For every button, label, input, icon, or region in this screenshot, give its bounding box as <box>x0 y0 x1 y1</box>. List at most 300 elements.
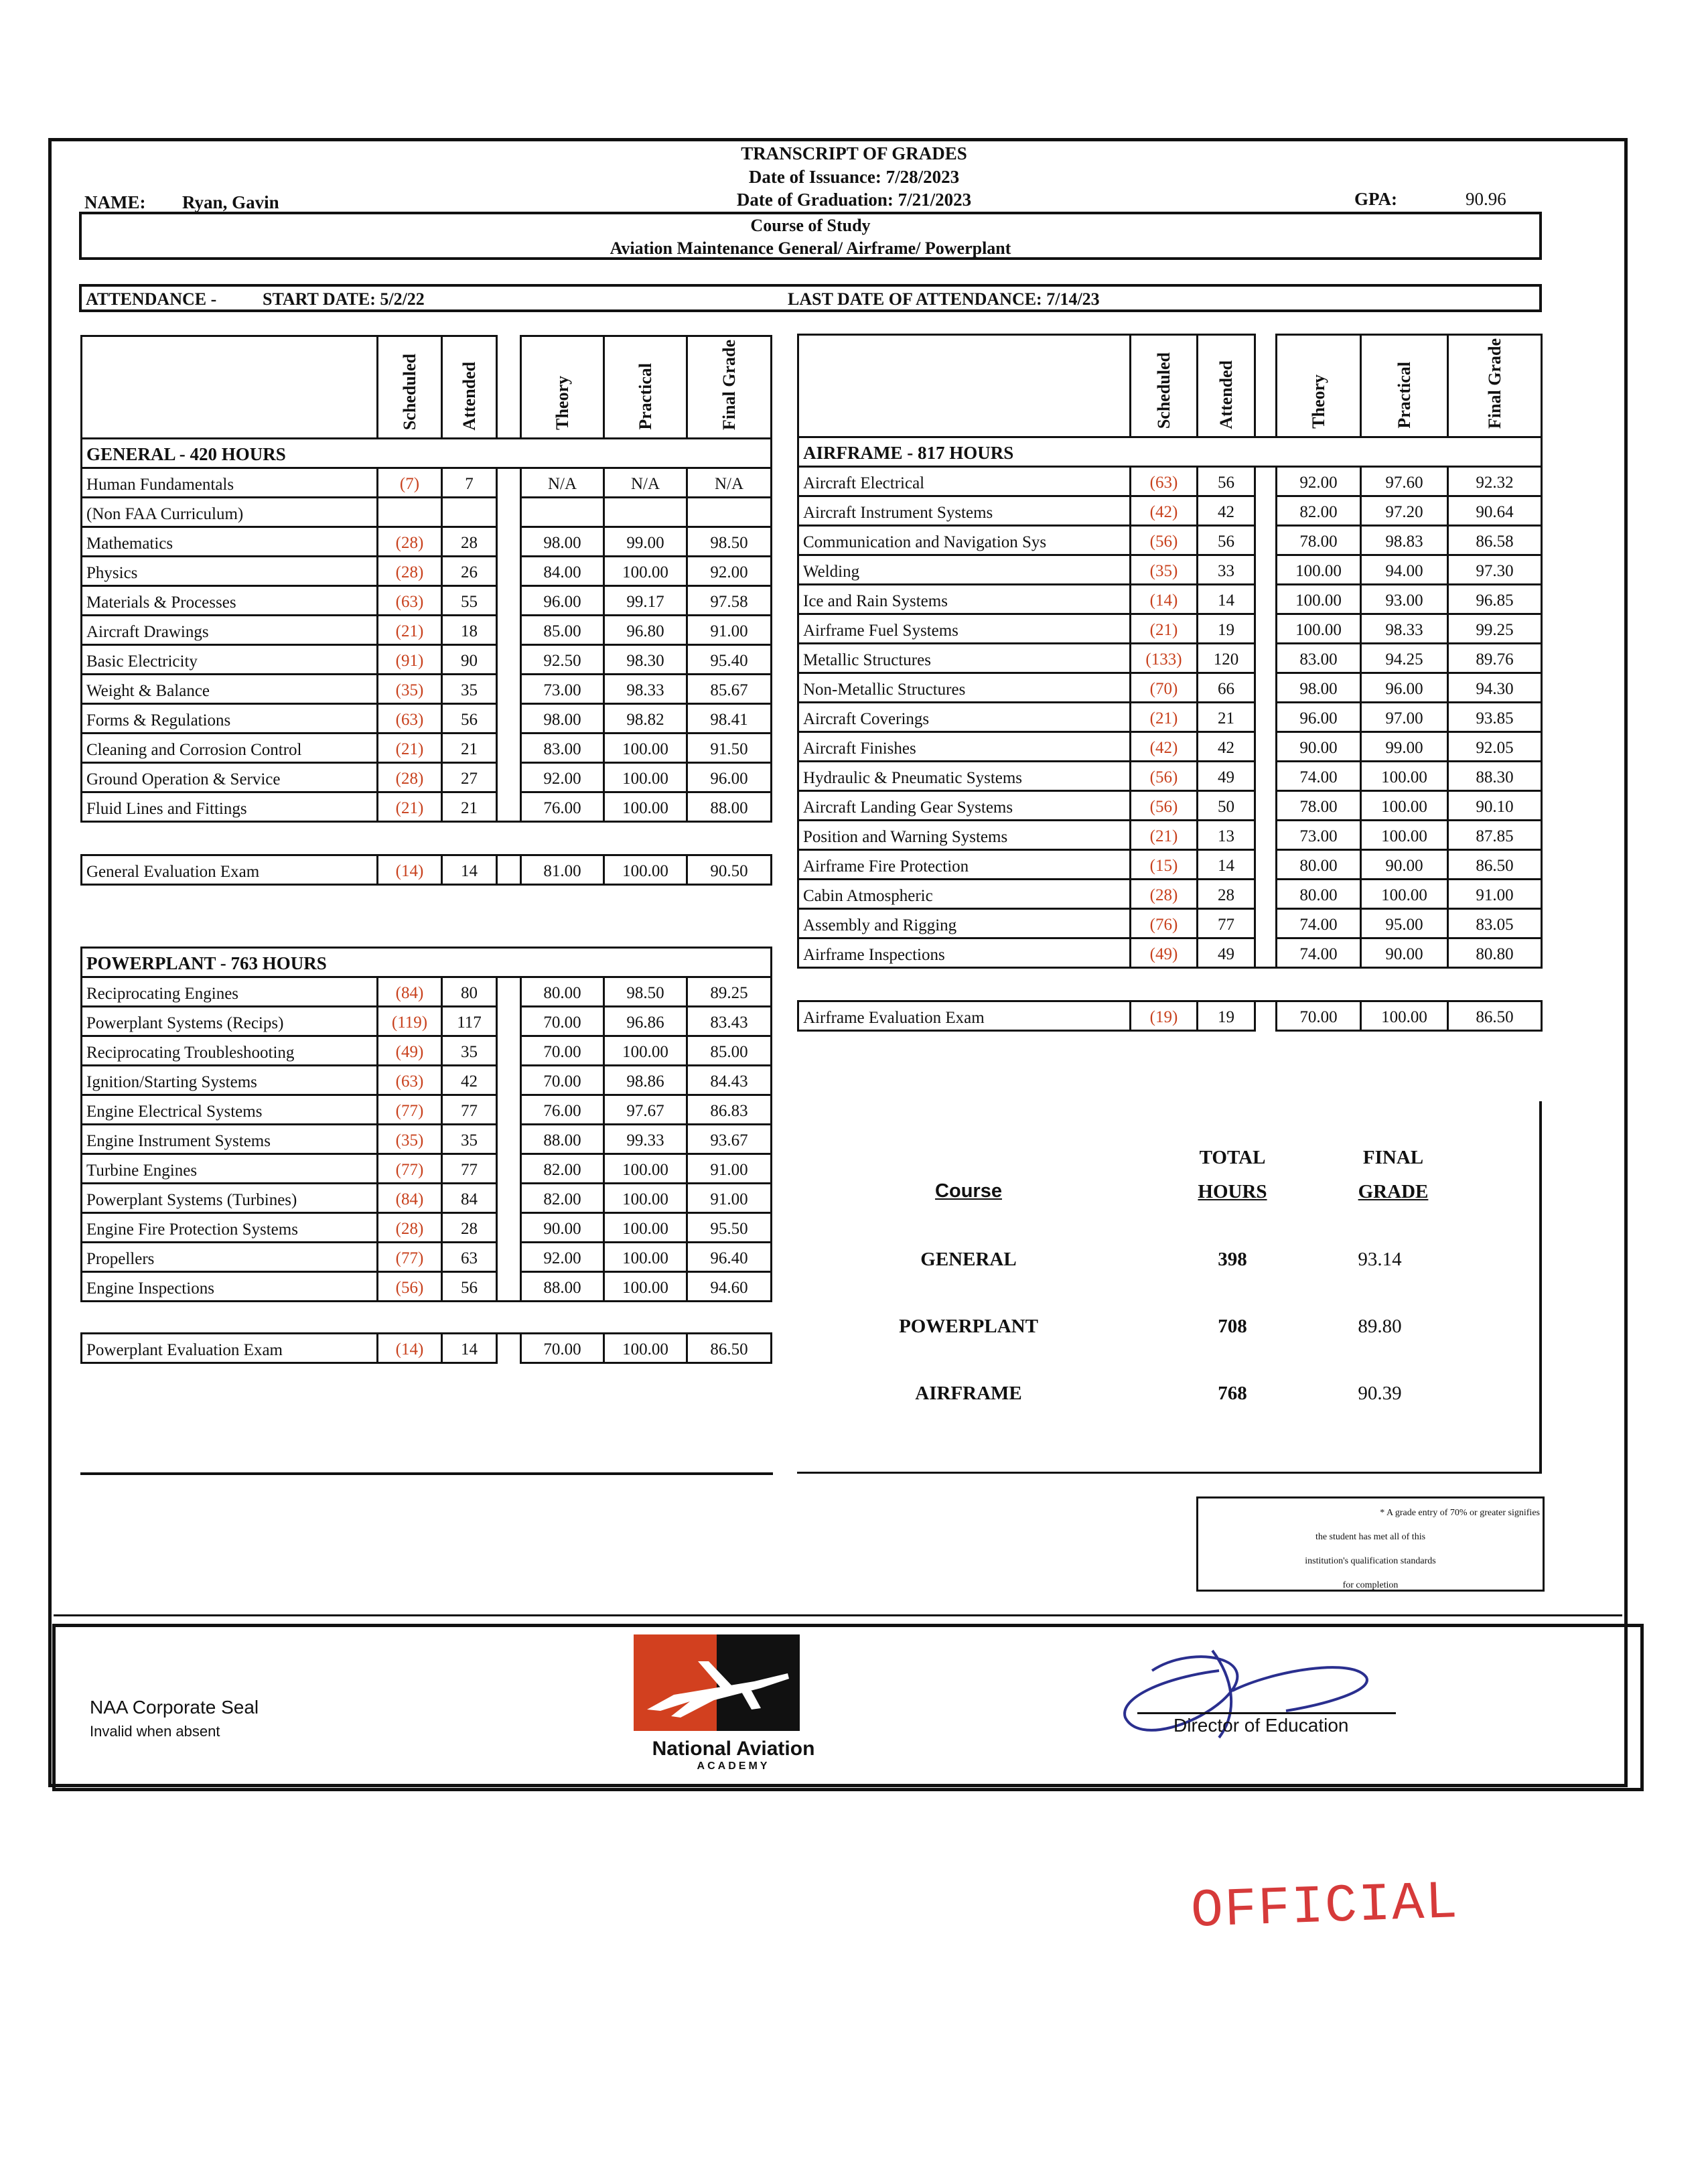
scheduled-hours: (70) <box>1131 673 1198 703</box>
attended-hours: 35 <box>442 1125 497 1154</box>
course-name: Powerplant Systems (Turbines) <box>82 1184 378 1213</box>
practical-grade: 98.83 <box>1361 526 1448 555</box>
academy-logo-subtitle: ACADEMY <box>697 1760 770 1772</box>
powerplant-row <box>82 1007 772 1036</box>
note-line-2: the student has met all of this <box>1315 1532 1426 1542</box>
airframe-row <box>798 821 1542 850</box>
attended-hours <box>442 498 497 527</box>
attended-hours: 28 <box>442 1213 497 1243</box>
left-gap <box>82 885 772 948</box>
final-grade: 92.05 <box>1448 732 1542 762</box>
right-header-blank <box>798 335 1131 437</box>
airframe-row <box>798 703 1542 732</box>
right-col-final-grade <box>1448 335 1542 437</box>
course-name: Aircraft Drawings <box>82 616 378 645</box>
airframe-row <box>798 555 1542 585</box>
airframe-section-header <box>798 437 1542 467</box>
final-grade: 89.25 <box>687 977 772 1007</box>
course-name: Communication and Navigation Sys <box>798 526 1131 555</box>
practical-grade: 100.00 <box>604 792 687 822</box>
gpa-value: 90.96 <box>1466 189 1506 209</box>
final-grade: 98.50 <box>687 527 772 557</box>
powerplant-spacer <box>82 1302 772 1334</box>
final-grade: 94.60 <box>687 1272 772 1302</box>
practical-grade: 100.00 <box>604 1272 687 1302</box>
airframe-row <box>798 791 1542 821</box>
final-grade: 94.30 <box>1448 673 1542 703</box>
right-col-final-grade-label: Final Grade <box>1484 338 1504 429</box>
practical-grade: 98.33 <box>604 675 687 704</box>
right-col-theory <box>1277 335 1361 437</box>
column-gap <box>1255 909 1277 938</box>
final-grade: 96.00 <box>687 763 772 792</box>
theory-grade: 92.50 <box>521 645 604 675</box>
scheduled-hours: (77) <box>378 1243 442 1272</box>
scheduled-hours: (35) <box>378 1125 442 1154</box>
attended-hours: 21 <box>442 792 497 822</box>
practical-grade: 96.80 <box>604 616 687 645</box>
final-grade: 86.50 <box>1448 850 1542 880</box>
final-grade: 93.85 <box>1448 703 1542 732</box>
course-name: Basic Electricity <box>82 645 378 675</box>
practical-grade: 99.00 <box>1361 732 1448 762</box>
summary-total-header-line2: HOURS <box>1198 1181 1267 1202</box>
course-name: Turbine Engines <box>82 1154 378 1184</box>
signature-label: Director of Education <box>1173 1715 1349 1736</box>
theory-grade: 96.00 <box>1277 703 1361 732</box>
note-line-3: institution's qualification standards <box>1305 1556 1436 1566</box>
theory-grade: 98.00 <box>1277 673 1361 703</box>
issuance-date: Date of Issuance: 7/28/2023 <box>748 167 960 187</box>
column-gap <box>497 1066 521 1095</box>
theory-grade: 70.00 <box>521 1036 604 1066</box>
official-stamp: OFFICIAL <box>1190 1872 1460 1943</box>
scheduled-hours: (7) <box>378 468 442 498</box>
airframe-row <box>798 880 1542 909</box>
scheduled-hours: (28) <box>378 763 442 792</box>
final-grade: 96.85 <box>1448 585 1542 614</box>
course-name: Assembly and Rigging <box>798 909 1131 938</box>
column-gap <box>1255 467 1277 496</box>
left-col-theory-label: Theory <box>552 376 572 431</box>
final-grade: 98.41 <box>687 704 772 734</box>
column-gap <box>497 1095 521 1125</box>
course-name: Weight & Balance <box>82 675 378 704</box>
course-name: Reciprocating Troubleshooting <box>82 1036 378 1066</box>
scheduled-hours: (28) <box>378 557 442 586</box>
column-gap <box>1255 644 1277 673</box>
powerplant-row <box>82 1213 772 1243</box>
final-grade: 84.43 <box>687 1066 772 1095</box>
document-title: TRANSCRIPT OF GRADES <box>741 143 967 163</box>
scheduled-hours: (49) <box>1131 938 1198 968</box>
attendance-box <box>79 284 1542 312</box>
academy-logo-icon <box>634 1634 800 1731</box>
summary-course-header: Course <box>935 1180 1002 1202</box>
final-grade: 91.00 <box>1448 880 1542 909</box>
right-col-practical <box>1361 335 1448 437</box>
theory-grade: 84.00 <box>521 557 604 586</box>
course-name: Engine Fire Protection Systems <box>82 1213 378 1243</box>
course-name: Ignition/Starting Systems <box>82 1066 378 1095</box>
attended-hours: 56 <box>442 704 497 734</box>
scheduled-hours: (119) <box>378 1007 442 1036</box>
left-header-row <box>82 336 772 439</box>
theory-grade: 83.00 <box>521 734 604 763</box>
column-gap <box>1255 821 1277 850</box>
scheduled-hours: (77) <box>378 1095 442 1125</box>
scheduled-hours: (42) <box>1131 496 1198 526</box>
attended-hours: 26 <box>442 557 497 586</box>
final-grade: 93.67 <box>687 1125 772 1154</box>
attended-hours: 49 <box>1198 938 1255 968</box>
theory-grade: 82.00 <box>1277 496 1361 526</box>
scheduled-hours: (84) <box>378 977 442 1007</box>
scheduled-hours: (84) <box>378 1184 442 1213</box>
course-name: Aircraft Finishes <box>798 732 1131 762</box>
left-header-blank <box>82 336 378 439</box>
general-row <box>82 734 772 763</box>
theory-grade: 88.00 <box>521 1125 604 1154</box>
attended-hours: 77 <box>442 1095 497 1125</box>
practical-grade: 90.00 <box>1361 938 1448 968</box>
column-gap <box>497 763 521 792</box>
theory-grade: 82.00 <box>521 1154 604 1184</box>
airframe-section-header-title: AIRFRAME - 817 HOURS <box>798 437 1542 467</box>
final-grade: 96.40 <box>687 1243 772 1272</box>
course-name: Aircraft Landing Gear Systems <box>798 791 1131 821</box>
column-gap <box>497 855 521 885</box>
airframe-exam-row <box>798 1001 1542 1031</box>
theory-grade: 100.00 <box>1277 614 1361 644</box>
airframe-row <box>798 850 1542 880</box>
course-name: Powerplant Systems (Recips) <box>82 1007 378 1036</box>
final-grade: 86.50 <box>687 1334 772 1363</box>
theory-grade: 80.00 <box>1277 850 1361 880</box>
course-name: Welding <box>798 555 1131 585</box>
general-row <box>82 557 772 586</box>
scheduled-hours: (63) <box>378 586 442 616</box>
column-gap <box>497 675 521 704</box>
scheduled-hours: (19) <box>1131 1001 1198 1031</box>
theory-grade: 78.00 <box>1277 526 1361 555</box>
practical-grade: 93.00 <box>1361 585 1448 614</box>
practical-grade: 95.00 <box>1361 909 1448 938</box>
left-col-attended <box>442 336 497 439</box>
final-grade: 88.00 <box>687 792 772 822</box>
scheduled-hours <box>378 498 442 527</box>
scheduled-hours: (56) <box>1131 791 1198 821</box>
course-name: Cabin Atmospheric <box>798 880 1131 909</box>
practical-grade: 98.82 <box>604 704 687 734</box>
theory-grade: 96.00 <box>521 586 604 616</box>
attended-hours: 27 <box>442 763 497 792</box>
scheduled-hours: (21) <box>378 792 442 822</box>
general-row <box>82 616 772 645</box>
academy-logo-name: National Aviation <box>652 1738 815 1760</box>
theory-grade: 70.00 <box>1277 1001 1361 1031</box>
column-gap <box>1255 850 1277 880</box>
theory-grade: 73.00 <box>521 675 604 704</box>
final-grade: 86.50 <box>1448 1001 1542 1031</box>
column-gap <box>1255 614 1277 644</box>
final-grade: 87.85 <box>1448 821 1542 850</box>
practical-grade: 100.00 <box>604 1036 687 1066</box>
column-gap <box>497 527 521 557</box>
powerplant-row <box>82 1095 772 1125</box>
final-grade: 99.25 <box>1448 614 1542 644</box>
course-name: Reciprocating Engines <box>82 977 378 1007</box>
theory-grade: 74.00 <box>1277 762 1361 791</box>
theory-grade: 100.00 <box>1277 555 1361 585</box>
attended-hours: 21 <box>442 734 497 763</box>
column-gap <box>497 1036 521 1066</box>
attendance-label: ATTENDANCE - <box>86 289 217 309</box>
theory-grade: 88.00 <box>521 1272 604 1302</box>
final-grade: 91.00 <box>687 1154 772 1184</box>
course-name: Airframe Evaluation Exam <box>798 1001 1131 1031</box>
summary-final-grade: 90.39 <box>1358 1383 1402 1404</box>
left-col-theory <box>521 336 604 439</box>
airframe-row <box>798 644 1542 673</box>
theory-grade: 73.00 <box>1277 821 1361 850</box>
practical-grade: 94.00 <box>1361 555 1448 585</box>
general-row <box>82 675 772 704</box>
practical-grade: 99.00 <box>604 527 687 557</box>
theory-grade: 70.00 <box>521 1334 604 1363</box>
left-col-gap <box>497 336 521 439</box>
column-gap <box>497 1213 521 1243</box>
practical-grade: 98.50 <box>604 977 687 1007</box>
column-gap <box>497 734 521 763</box>
summary-course-name: AIRFRAME <box>915 1383 1022 1404</box>
airframe-row <box>798 496 1542 526</box>
summary-final-header-line1: FINAL <box>1362 1147 1424 1168</box>
practical-grade: 99.17 <box>604 586 687 616</box>
airframe-spacer <box>798 968 1542 1001</box>
powerplant-row <box>82 1184 772 1213</box>
attended-hours: 56 <box>442 1272 497 1302</box>
course-name: Ground Operation & Service <box>82 763 378 792</box>
final-grade: 95.40 <box>687 645 772 675</box>
airframe-row <box>798 585 1542 614</box>
right-col-gap <box>1255 335 1277 437</box>
airframe-spacer-cell <box>798 968 1542 1001</box>
summary-total-header <box>1165 1147 1299 1203</box>
general-spacer <box>82 822 772 855</box>
column-gap <box>1255 585 1277 614</box>
column-gap <box>1255 762 1277 791</box>
final-grade: 97.58 <box>687 586 772 616</box>
theory-grade: 76.00 <box>521 1095 604 1125</box>
left-bottom-rule <box>80 1472 773 1475</box>
attended-hours: 120 <box>1198 644 1255 673</box>
gpa-label: GPA: <box>1354 189 1397 209</box>
practical-grade: 100.00 <box>604 855 687 885</box>
column-gap <box>497 1125 521 1154</box>
attended-hours: 19 <box>1198 1001 1255 1031</box>
scheduled-hours: (35) <box>1131 555 1198 585</box>
course-name: Materials & Processes <box>82 586 378 616</box>
signature-line <box>1137 1712 1396 1714</box>
powerplant-row <box>82 977 772 1007</box>
course-name: Cleaning and Corrosion Control <box>82 734 378 763</box>
attended-hours: 117 <box>442 1007 497 1036</box>
column-gap <box>497 792 521 822</box>
column-gap <box>497 1272 521 1302</box>
course-name: Fluid Lines and Fittings <box>82 792 378 822</box>
course-name: Aircraft Coverings <box>798 703 1131 732</box>
summary-total-header-line1: TOTAL <box>1199 1147 1266 1168</box>
scheduled-hours: (63) <box>1131 467 1198 496</box>
attended-hours: 7 <box>442 468 497 498</box>
course-name: Engine Inspections <box>82 1272 378 1302</box>
final-grade <box>687 498 772 527</box>
theory-grade: 98.00 <box>521 527 604 557</box>
general-row <box>82 645 772 675</box>
powerplant-row <box>82 1154 772 1184</box>
column-gap <box>1255 732 1277 762</box>
general-row <box>82 586 772 616</box>
attended-hours: 35 <box>442 1036 497 1066</box>
left-gap-cell <box>82 885 772 948</box>
airframe-row <box>798 732 1542 762</box>
summary-total-hours: 398 <box>1218 1249 1247 1270</box>
general-exam-row <box>82 855 772 885</box>
practical-grade: 97.60 <box>1361 467 1448 496</box>
scheduled-hours: (21) <box>378 616 442 645</box>
powerplant-spacer-cell <box>82 1302 772 1334</box>
course-name: Non-Metallic Structures <box>798 673 1131 703</box>
column-gap <box>497 616 521 645</box>
course-name: Aircraft Electrical <box>798 467 1131 496</box>
scheduled-hours: (14) <box>378 1334 442 1363</box>
general-row <box>82 468 772 498</box>
column-gap <box>497 498 521 527</box>
course-name: Human Fundamentals <box>82 468 378 498</box>
final-grade: 88.30 <box>1448 762 1542 791</box>
theory-grade: 83.00 <box>1277 644 1361 673</box>
final-grade: 91.00 <box>687 1184 772 1213</box>
airframe-row <box>798 467 1542 496</box>
practical-grade: 97.67 <box>604 1095 687 1125</box>
left-col-final-grade-label: Final Grade <box>719 340 739 431</box>
practical-grade: 100.00 <box>1361 791 1448 821</box>
attended-hours: 14 <box>442 855 497 885</box>
attended-hours: 56 <box>1198 526 1255 555</box>
theory-grade: 92.00 <box>1277 467 1361 496</box>
column-gap <box>1255 673 1277 703</box>
summary-course-name: GENERAL <box>920 1249 1017 1270</box>
attended-hours: 56 <box>1198 467 1255 496</box>
practical-grade: 97.00 <box>1361 703 1448 732</box>
course-name: Airframe Fuel Systems <box>798 614 1131 644</box>
scheduled-hours: (15) <box>1131 850 1198 880</box>
left-col-practical <box>604 336 687 439</box>
practical-grade: 100.00 <box>1361 762 1448 791</box>
summary-final-header-line2: GRADE <box>1358 1181 1429 1202</box>
attended-hours: 66 <box>1198 673 1255 703</box>
attended-hours: 18 <box>442 616 497 645</box>
theory-grade: 85.00 <box>521 616 604 645</box>
course-name: Forms & Regulations <box>82 704 378 734</box>
attended-hours: 21 <box>1198 703 1255 732</box>
theory-grade: 90.00 <box>1277 732 1361 762</box>
student-name: Ryan, Gavin <box>182 192 279 212</box>
powerplant-section-header <box>82 948 772 977</box>
column-gap <box>497 586 521 616</box>
theory-grade: 74.00 <box>1277 909 1361 938</box>
scheduled-hours: (133) <box>1131 644 1198 673</box>
column-gap <box>1255 1001 1277 1031</box>
scheduled-hours: (76) <box>1131 909 1198 938</box>
attended-hours: 90 <box>442 645 497 675</box>
final-grade: 90.50 <box>687 855 772 885</box>
practical-grade: 98.30 <box>604 645 687 675</box>
theory-grade: 81.00 <box>521 855 604 885</box>
practical-grade: 96.86 <box>604 1007 687 1036</box>
theory-grade: 80.00 <box>521 977 604 1007</box>
practical-grade: N/A <box>604 468 687 498</box>
seal-subtitle: Invalid when absent <box>90 1723 220 1740</box>
practical-grade: 96.00 <box>1361 673 1448 703</box>
theory-grade: 74.00 <box>1277 938 1361 968</box>
column-gap <box>1255 880 1277 909</box>
attended-hours: 63 <box>442 1243 497 1272</box>
attended-hours: 28 <box>1198 880 1255 909</box>
summary-final-grade: 89.80 <box>1358 1316 1402 1337</box>
summary-course-name: POWERPLANT <box>899 1316 1038 1337</box>
right-col-theory-label: Theory <box>1308 374 1328 429</box>
attended-hours: 28 <box>442 527 497 557</box>
course-of-study-box <box>79 212 1542 260</box>
final-grade: 85.00 <box>687 1036 772 1066</box>
course-of-study-value: Aviation Maintenance General/ Airframe/ Powerplant <box>610 238 1011 258</box>
scheduled-hours: (42) <box>1131 732 1198 762</box>
attended-hours: 50 <box>1198 791 1255 821</box>
attended-hours: 35 <box>442 675 497 704</box>
final-grade: 91.50 <box>687 734 772 763</box>
theory-grade: 70.00 <box>521 1066 604 1095</box>
left-col-practical-label: Practical <box>635 363 655 431</box>
attended-hours: 55 <box>442 586 497 616</box>
scheduled-hours: (21) <box>378 734 442 763</box>
right-header-row <box>798 335 1542 437</box>
attended-hours: 14 <box>442 1334 497 1363</box>
course-name: Hydraulic & Pneumatic Systems <box>798 762 1131 791</box>
summary-final-header <box>1326 1147 1460 1203</box>
practical-grade: 100.00 <box>604 1213 687 1243</box>
summary-total-hours: 768 <box>1218 1383 1247 1404</box>
column-gap <box>497 1154 521 1184</box>
attended-hours: 77 <box>442 1154 497 1184</box>
scheduled-hours: (21) <box>1131 703 1198 732</box>
theory-grade: 78.00 <box>1277 791 1361 821</box>
name-label: NAME: <box>84 192 146 212</box>
powerplant-row <box>82 1036 772 1066</box>
theory-grade: 92.00 <box>521 763 604 792</box>
graduation-date: Date of Graduation: 7/21/2023 <box>736 190 972 210</box>
attended-hours: 33 <box>1198 555 1255 585</box>
right-col-scheduled <box>1131 335 1198 437</box>
attended-hours: 14 <box>1198 585 1255 614</box>
column-gap <box>1255 496 1277 526</box>
airframe-row <box>798 909 1542 938</box>
practical-grade: 90.00 <box>1361 850 1448 880</box>
course-name: Physics <box>82 557 378 586</box>
scheduled-hours: (21) <box>1131 614 1198 644</box>
note-line-1: * A grade entry of 70% or greater signifies <box>1380 1508 1540 1518</box>
